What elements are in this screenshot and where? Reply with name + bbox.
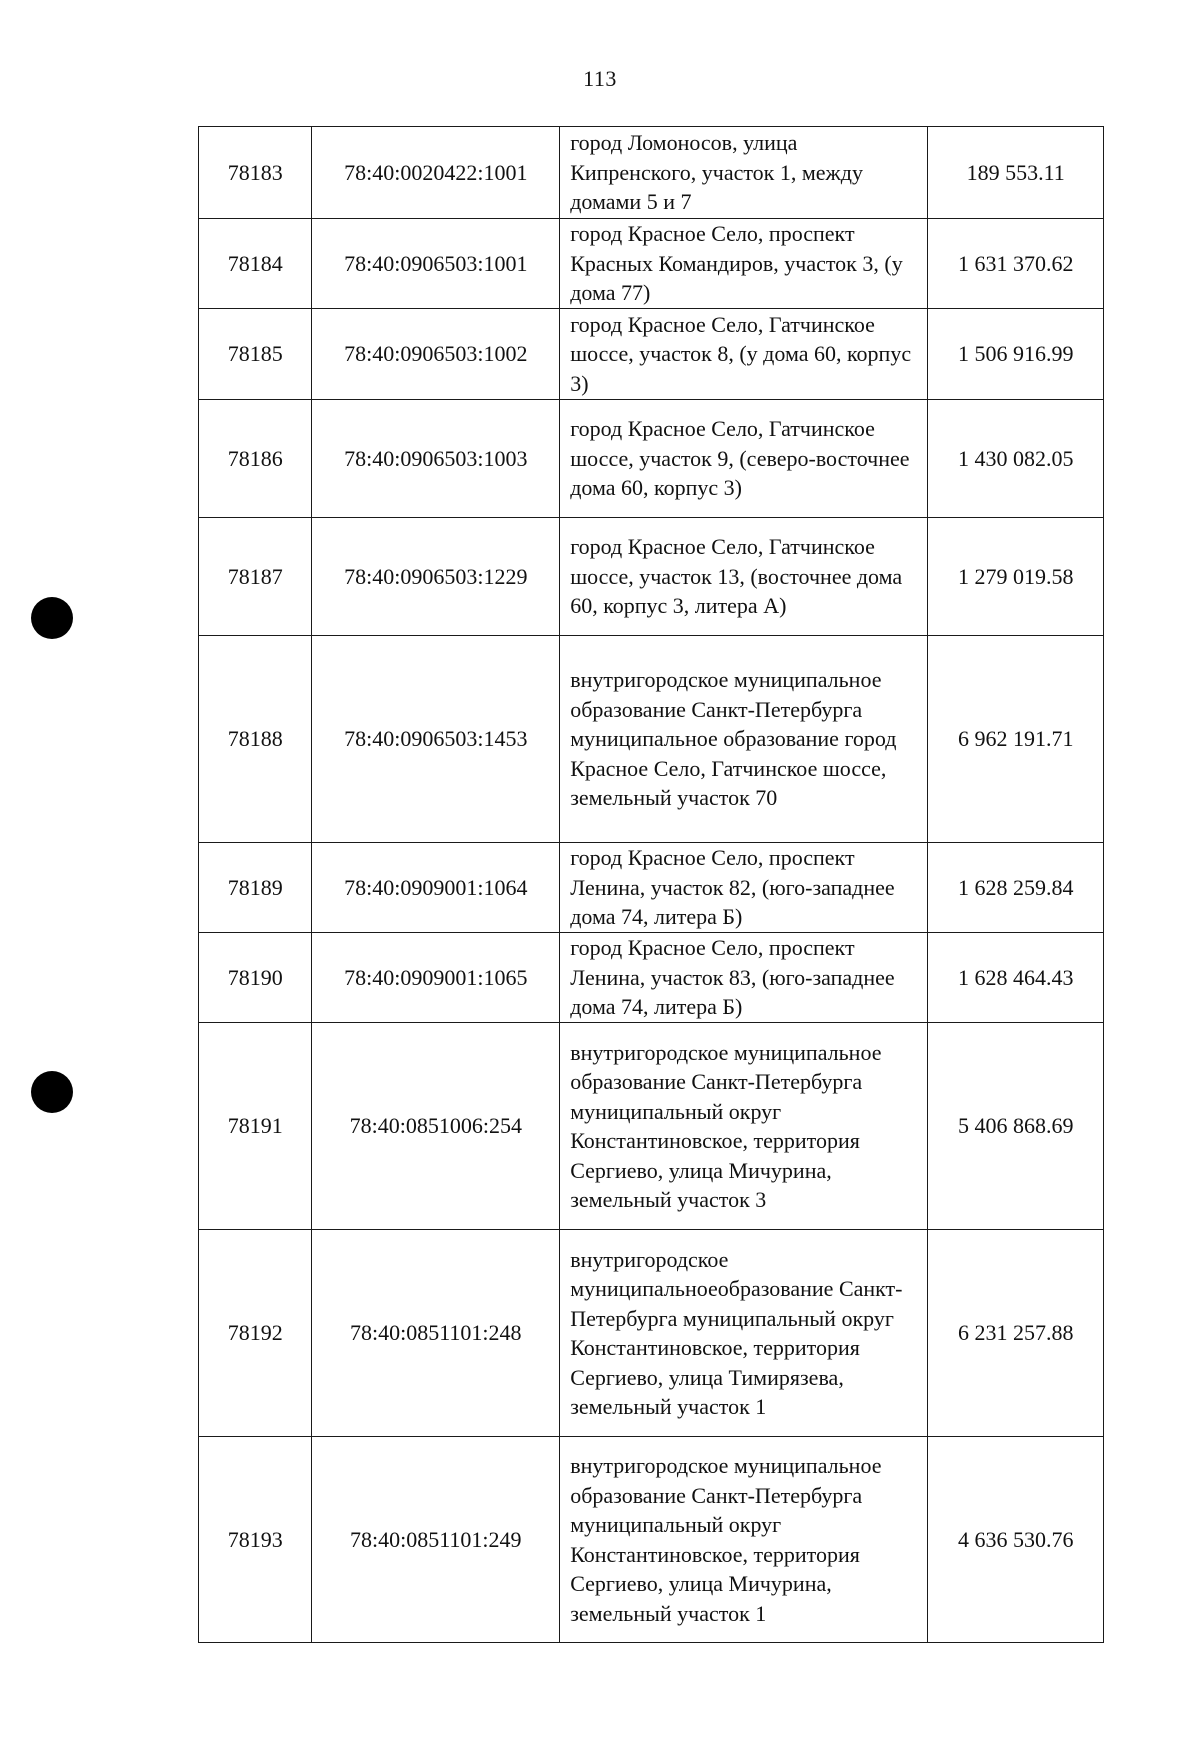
address-cell: внутригородское муниципальноеобразование Санкт-Петербурга муниципальный округ Константиновское, территория Сергиево, улица Тимирязева, земельный участок 1 (560, 1230, 928, 1437)
page-number: 113 (583, 66, 617, 91)
cadastral-number-cell: 78:40:0906503:1229 (312, 518, 560, 636)
cadastral-number-cell: 78:40:0906503:1002 (312, 309, 560, 400)
row-id-cell: 78190 (199, 933, 312, 1023)
value-cell: 4 636 530.76 (928, 1437, 1104, 1643)
row-id-cell: 78193 (199, 1437, 312, 1643)
value-cell: 1 628 259.84 (928, 843, 1104, 933)
land-plot-registry-table (198, 126, 1104, 1643)
address-cell: внутригородское муниципальное образование Санкт-Петербурга муниципальный округ Константиновское, территория Сергиево, улица Мичурина, земельный участок 1 (560, 1437, 928, 1643)
address-cell: город Красное Село, Гатчинское шоссе, участок 9, (северо-восточнее дома 60, корпус 3) (560, 400, 928, 518)
value-cell: 1 506 916.99 (928, 309, 1104, 400)
row-id-cell: 78187 (199, 518, 312, 636)
cadastral-number-cell: 78:40:0906503:1003 (312, 400, 560, 518)
value-cell: 1 279 019.58 (928, 518, 1104, 636)
value-cell: 6 962 191.71 (928, 636, 1104, 843)
address-cell: город Красное Село, Гатчинское шоссе, участок 8, (у дома 60, корпус 3) (560, 309, 928, 400)
address-cell: внутригородское муниципальное образование Санкт-Петербурга муниципальное образование город Красное Село, Гатчинское шоссе, земельный участок 70 (560, 636, 928, 843)
table-body (199, 127, 1104, 1643)
row-id-cell: 78183 (199, 127, 312, 219)
table-row (199, 933, 1104, 1023)
table-row (199, 1437, 1104, 1643)
table-row (199, 309, 1104, 400)
cadastral-number-cell: 78:40:0851101:248 (312, 1230, 560, 1437)
value-cell: 1 628 464.43 (928, 933, 1104, 1023)
row-id-cell: 78186 (199, 400, 312, 518)
row-id-cell: 78188 (199, 636, 312, 843)
row-id-cell: 78191 (199, 1023, 312, 1230)
table-row (199, 1023, 1104, 1230)
value-cell: 1 631 370.62 (928, 219, 1104, 309)
address-cell: город Красное Село, Гатчинское шоссе, участок 13, (восточнее дома 60, корпус 3, литера А) (560, 518, 928, 636)
cadastral-number-cell: 78:40:0906503:1453 (312, 636, 560, 843)
table-row (199, 636, 1104, 843)
punch-hole-mark (31, 1071, 73, 1113)
table-row (199, 400, 1104, 518)
table-row (199, 843, 1104, 933)
cadastral-number-cell: 78:40:0909001:1065 (312, 933, 560, 1023)
table-row (199, 127, 1104, 219)
address-cell: город Ломоносов, улица Кипренского, участок 1, между домами 5 и 7 (560, 127, 928, 219)
table-row (199, 1230, 1104, 1437)
row-id-cell: 78185 (199, 309, 312, 400)
punch-hole-mark (31, 597, 73, 639)
address-cell: город Красное Село, проспект Ленина, участок 82, (юго-западнее дома 74, литера Б) (560, 843, 928, 933)
value-cell: 1 430 082.05 (928, 400, 1104, 518)
table-row (199, 518, 1104, 636)
address-cell: город Красное Село, проспект Ленина, участок 83, (юго-западнее дома 74, литера Б) (560, 933, 928, 1023)
cadastral-number-cell: 78:40:0906503:1001 (312, 219, 560, 309)
value-cell: 189 553.11 (928, 127, 1104, 219)
row-id-cell: 78184 (199, 219, 312, 309)
value-cell: 5 406 868.69 (928, 1023, 1104, 1230)
cadastral-number-cell: 78:40:0020422:1001 (312, 127, 560, 219)
value-cell: 6 231 257.88 (928, 1230, 1104, 1437)
cadastral-number-cell: 78:40:0909001:1064 (312, 843, 560, 933)
cadastral-number-cell: 78:40:0851101:249 (312, 1437, 560, 1643)
row-id-cell: 78189 (199, 843, 312, 933)
row-id-cell: 78192 (199, 1230, 312, 1437)
address-cell: город Красное Село, проспект Красных Командиров, участок 3, (у дома 77) (560, 219, 928, 309)
table-row (199, 219, 1104, 309)
address-cell: внутригородское муниципальное образование Санкт-Петербурга муниципальный округ Константиновское, территория Сергиево, улица Мичурина, земельный участок 3 (560, 1023, 928, 1230)
cadastral-number-cell: 78:40:0851006:254 (312, 1023, 560, 1230)
